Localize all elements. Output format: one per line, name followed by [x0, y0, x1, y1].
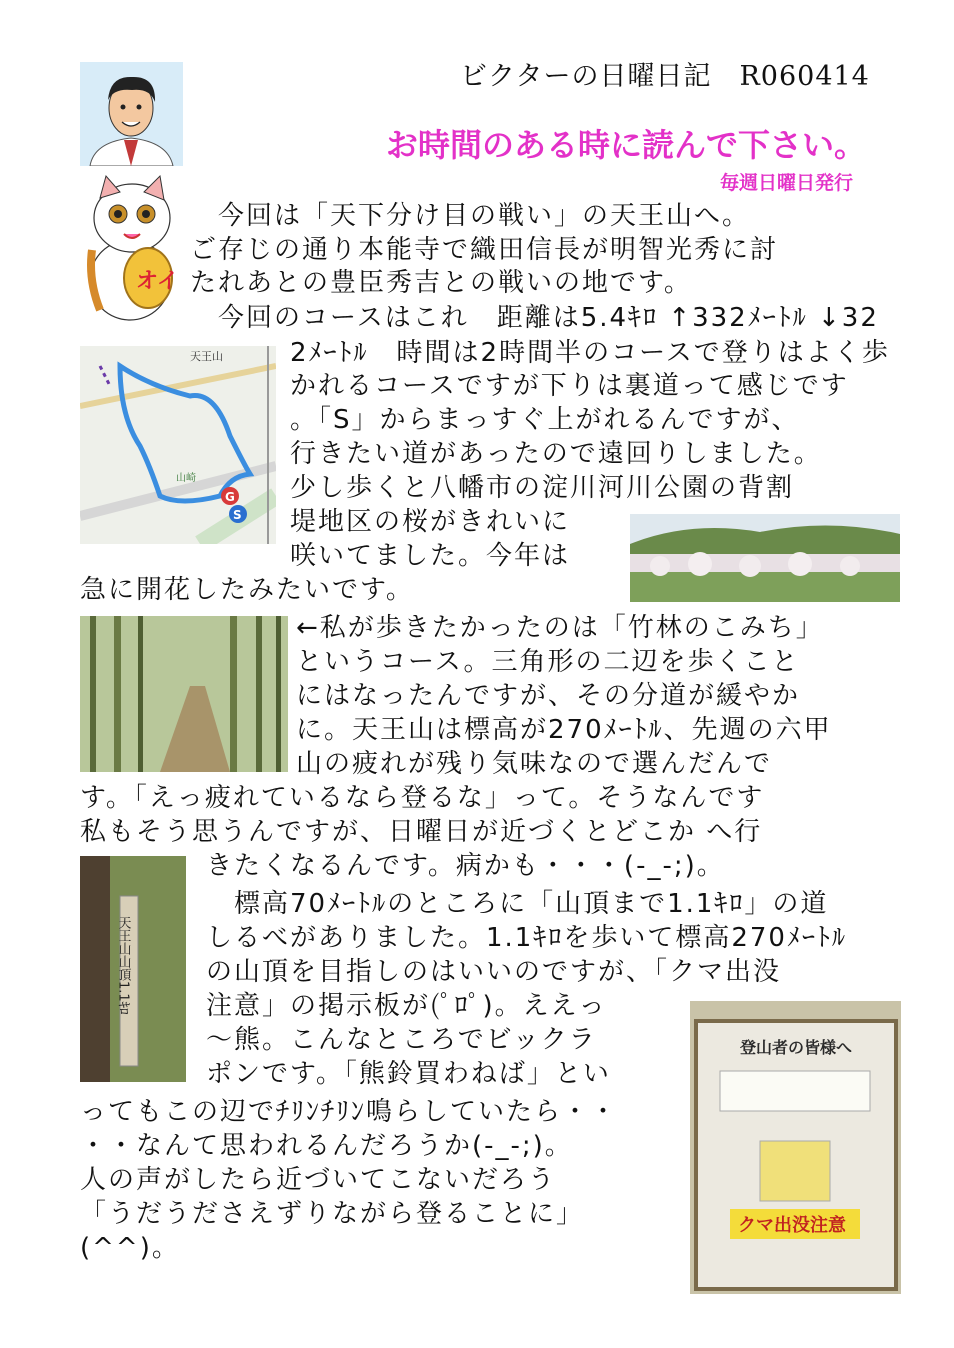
page-title: ビクターの日曜日記 R060414 — [460, 61, 870, 92]
body-line-15: にはなったんですが、その分道が緩やか — [296, 681, 801, 711]
body-line-2: ご存じの通り本能寺で織田信長が明智光秀に討 — [190, 235, 779, 265]
maneki-neko-image — [80, 170, 186, 322]
bamboo-forest-photo — [80, 616, 288, 772]
map-label-yamazaki: 山崎 — [176, 473, 196, 484]
bear-warning-photo — [690, 1001, 901, 1294]
body-line-10: 堤地区の桜がきれいに — [290, 507, 571, 537]
publication-tagline: 毎週日曜日発行 — [720, 172, 854, 194]
body-line-18: す。「えっ疲れているなら登るな」って。そうなんです — [80, 783, 765, 813]
body-line-19: 私もそう思うんですが、日曜日が近づくとどこか へ行 — [80, 817, 763, 847]
cherry-blossom-photo — [630, 514, 900, 602]
map-label-tennozan: 天王山 — [190, 350, 223, 363]
body-line-31: (^^)。 — [80, 1233, 180, 1263]
body-line-12: 急に開花したみたいです。 — [80, 575, 414, 605]
body-line-29: 人の声がしたら近づいてこないだろう — [80, 1165, 557, 1195]
map-goal-marker: G — [225, 490, 235, 504]
body-line-16: に。天王山は標高が270ﾒｰﾄﾙ、先週の六甲 — [296, 715, 832, 745]
maneki-coin-text: オイ — [136, 269, 179, 294]
body-line-4: 今回のコースはこれ 距離は5.4ｷﾛ ↑332ﾒｰﾄﾙ ↓32 — [190, 303, 879, 333]
page-subtitle: お時間のある時に読んで下さい。 — [386, 126, 867, 164]
body-line-22: しるべがありました。1.1ｷﾛを歩いて標高270ﾒｰﾄﾙ — [206, 923, 847, 953]
body-line-20: きたくなるんです。病かも・・・(-_-;)。 — [206, 851, 725, 881]
body-line-9: 少し歩くと八幡市の淀川河川公園の背割 — [290, 473, 795, 503]
body-line-23: の山頂を目指しのはいいのですが、「クマ出没 — [206, 957, 782, 987]
body-line-17: 山の疲れが残り気味なので選んだんで — [296, 749, 773, 779]
bear-sign-warning: クマ出没注意 — [738, 1215, 846, 1236]
body-line-3: たれあとの豊臣秀吉との戦いの地です。 — [190, 268, 692, 298]
body-line-8: 行きたい道があったので遠回りしました。 — [290, 439, 822, 469]
body-line-6: かれるコースですが下りは裏道って感じです — [290, 371, 849, 401]
signpost-photo — [80, 856, 186, 1082]
body-line-25: ～熊。こんなところでビックラ — [206, 1025, 597, 1055]
author-portrait-image — [80, 62, 183, 166]
body-line-28: ・・なんて思われるんだろうか(-_-;)。 — [80, 1131, 573, 1161]
body-line-26: ポンです。「熊鈴買わねば」とい — [206, 1059, 611, 1089]
bear-sign-header: 登山者の皆様へ — [740, 1038, 853, 1057]
body-line-24: 注意」の掲示板が(ﾟﾛﾟ)。ええっ — [206, 991, 607, 1021]
map-start-marker: S — [233, 508, 242, 522]
body-line-27: ってもこの辺でﾁﾘﾝﾁﾘﾝ鳴らしていたら・・ — [80, 1097, 619, 1127]
body-line-5: 2ﾒｰﾄﾙ 時間は2時間半のコースで登りはよく歩 — [290, 338, 890, 368]
body-line-13: ←私が歩きたかったのは「竹林のこみち」 — [296, 613, 824, 643]
body-line-1: 今回は「天下分け目の戦い」の天王山へ。 — [190, 201, 751, 231]
body-line-11: 咲いてました。今年は — [290, 541, 571, 571]
body-line-14: というコース。三角形の二辺を歩くこと — [296, 647, 800, 677]
body-line-21: 標高70ﾒｰﾄﾙのところに「山頂まで1.1ｷﾛ」の道 — [206, 889, 829, 919]
body-line-7: 。「S」からまっすぐ上がれるんですが、 — [290, 405, 800, 435]
route-map-image — [80, 346, 276, 544]
signpost-text: 天王山山頂1.1ｷﾛ — [115, 916, 131, 1015]
body-line-30: 「うだうださえずりながら登ることに」 — [80, 1199, 585, 1229]
